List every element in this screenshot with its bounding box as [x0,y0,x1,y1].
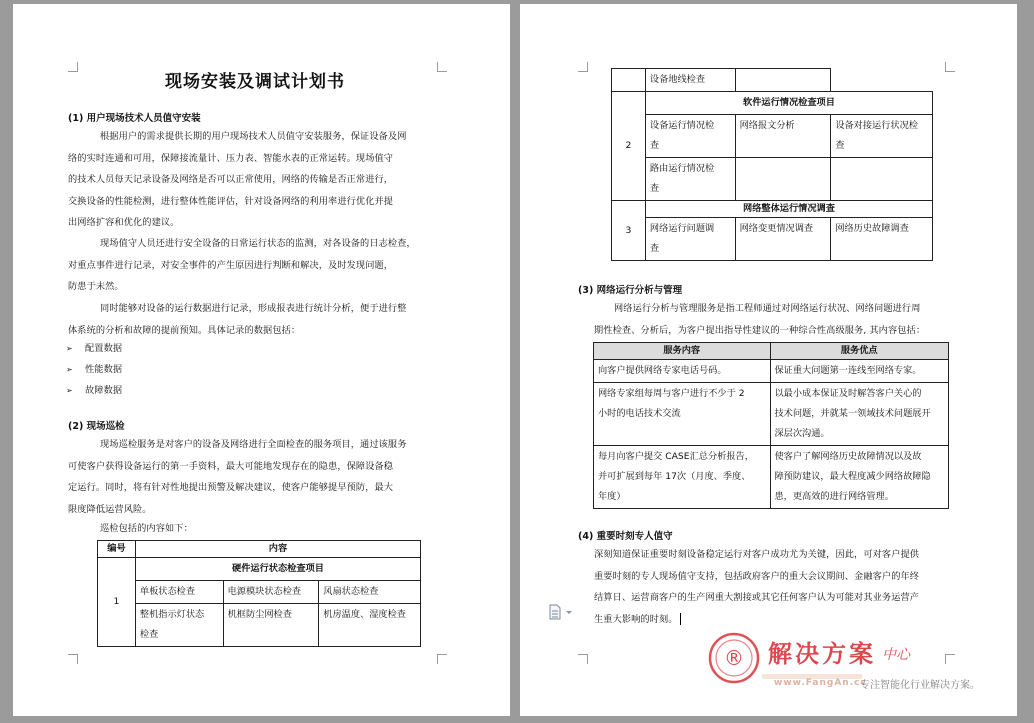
bullet-item-config: 配置数据 [85,343,123,354]
watermark-slogan: 专注智能化行业解决方案。 [860,680,980,691]
table-cell: 向客户提供网络专家电话号码。 [594,360,771,383]
service-table-header-advantage: 服务优点 [770,343,949,360]
section-heading-4: (4) 重要时刻专人值守 [578,531,673,542]
watermark-brand-small: 中心 [882,647,910,663]
margin-mark-top-right [437,62,447,72]
service-table [593,342,949,509]
table-row-number: 1 [98,558,136,647]
watermark-url: www.FangAn.cc [774,678,867,688]
table-section-heading: 硬件运行状态检查项目 [135,558,420,581]
table-cell: 设备对接运行状况检 查 [831,115,933,158]
table-cell [735,69,831,92]
table-cell: 路由运行情况检 查 [645,158,735,201]
table-cell: 使客户了解网络历史故障情况以及故 障预防建议，最大程度减少网络故障隐 患，更高效的进行网络管理。 [770,446,949,509]
table-cell: 以最小成本保证及时解答客户关心的 技术问题，并就某一领域技术问题展开 深层次沟通。 [770,383,949,446]
table-cell: 网络变更情况调查 [735,218,831,261]
section-heading-1: (1) 用户现场技术人员值守安装 [68,113,201,124]
table-cell: 电源模块状态检查 [223,581,319,604]
table-cell: 机房温度、湿度检查 [319,604,421,647]
table-cell: 保证重大问题第一连线至网络专家。 [770,360,949,383]
paragraph-6: 深刻知道保证重要时刻设备稳定运行对客户成功尤为关键，因此，可对客户提供 重要时刻的专人现场值守支持，包括政府客户的重大会议期间、金融客户的年终 结算日、运营商客户的生产网重大割接或其它任何客户认为可能对其业务运营产 生重大影响的时刻。 [594,549,920,625]
table-cell: 网络历史故障调查 [831,218,933,261]
paragraph-2: 现场值守人员还进行安全设备的日常运行状态的监测，对各设备的日志检查， 对重点事件进行记录，对安全事件的产生原因进行判断和解决，及时发现问题， 防患于未然。 [68,238,416,292]
table-cell: 每月向客户提交 CASE汇总分析报告， 并可扩展到每年 17次（月度、季度、 年度） [594,446,771,509]
table-cell: 机框防尘网检查 [223,604,319,647]
watermark [700,630,1030,720]
document-page-left [13,4,510,716]
table-cell: 设备运行情况检 查 [645,115,735,158]
table-cell: 整机指示灯状态 检查 [135,604,223,647]
table-section-heading: 网络整体运行情况调查 [645,201,932,218]
margin-mark-top-left [68,62,78,72]
table-cell [831,158,933,201]
bullet-marker: ➢ [66,365,73,374]
table-cell: 网络运行问题调 查 [645,218,735,261]
table-cell [735,158,831,201]
paragraph-1: 根据用户的需求提供长期的用户现场技术人员值守安装服务，保证设备及网 络的实时连通和可用，保障接流量计、压力表、智能水表的正常运转。现场值守 的技术人员每天记录设备及网络是否可以正常使用，网络的传输是否正常进行， 交换设备的性能检测，进行整体性能评估，针对设备网络的利用率进行优化并提 出网络扩容和优化的建议。 [68,131,407,228]
watermark-brand: 解决方案 [768,640,876,668]
table-header-no: 编号 [98,541,136,558]
table-row-number: 2 [612,92,646,201]
watermark-seal-icon: ® [724,646,744,670]
table-header-content: 内容 [135,541,420,558]
section-heading-2: (2) 现场巡检 [68,421,125,432]
section-heading-3: (3) 网络运行分析与管理 [578,285,683,296]
inspection-table-continued [611,68,933,261]
table-cell [612,69,646,92]
margin-mark-bottom-left [68,654,78,664]
bullet-item-performance: 性能数据 [85,364,123,375]
bullet-marker: ➢ [66,344,73,353]
inspection-table-hardware [97,540,421,647]
document-title: 现场安装及调试计划书 [165,72,345,92]
margin-mark-top-left [578,62,588,72]
bullet-marker: ➢ [66,386,73,395]
table-row-number: 3 [612,201,646,261]
margin-mark-bottom-left [578,654,588,664]
table-cell: 网络专家组每周与客户进行不少于 2 小时的电话技术交流 [594,383,771,446]
service-table-header-content: 服务内容 [594,343,771,360]
margin-mark-bottom-right [437,654,447,664]
table-cell: 风扇状态检查 [319,581,421,604]
table-cell: 网络报文分析 [735,115,831,158]
inspection-intro: 巡检包括的内容如下： [100,523,193,534]
table-cell: 单板状态检查 [135,581,223,604]
paragraph-4: 现场巡检服务是对客户的设备及网络进行全面检查的服务项目，通过该服务 可使客户获得设备运行的第一手资料，最大可能地发现存在的隐患，保障设备稳 定运行。同时，将有针对性地提出预警及解决建议，使客户能够提早预防，最大 限度降低运营风险。 [68,439,407,515]
paragraph-3: 同时能够对设备的运行数据进行记录，形成报表进行统计分析，便于进行整 体系统的分析和故障的提前预知。具体记录的数据包括： [68,303,407,336]
bullet-item-fault: 故障数据 [85,385,123,396]
margin-mark-top-right [945,62,955,72]
table-cell: 设备地线检查 [645,69,735,92]
document-page-right [520,4,1017,716]
table-section-heading: 软件运行情况检查项目 [645,92,932,115]
paragraph-5: 网络运行分析与管理服务是指工程师通过对网络运行状况、网络问题进行周 期性检查、分析后，为客户提出指导性建议的一种综合性高级服务, 其内容包括： [594,303,926,336]
text-cursor [680,613,682,625]
paste-options-icon[interactable] [548,604,576,620]
